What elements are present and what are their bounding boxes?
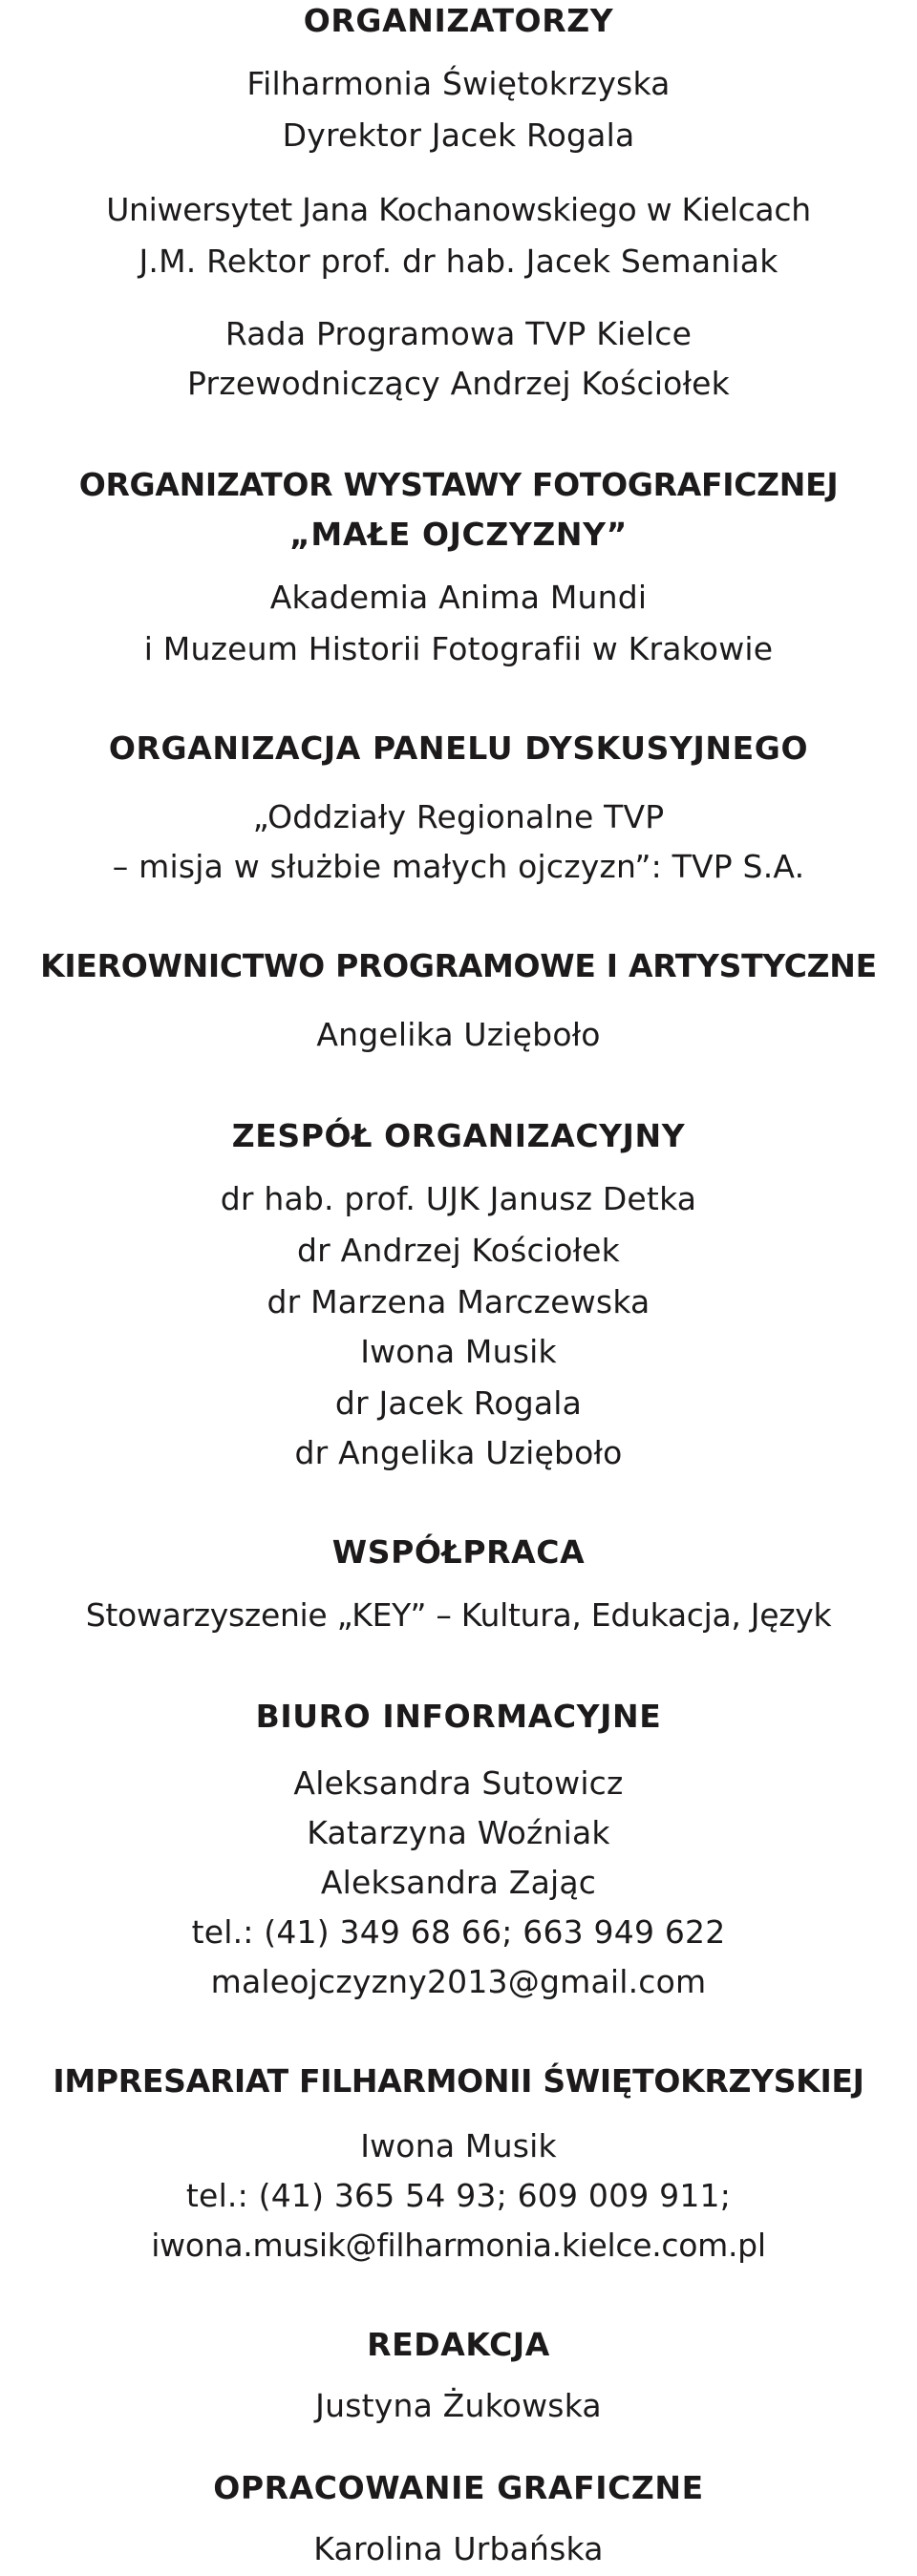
council-name: Rada Programowa TVP Kielce	[224, 315, 693, 352]
info-office-person: Aleksandra Sutowicz	[293, 1764, 624, 1802]
organizers-heading: ORGANIZATORZY	[303, 2, 614, 39]
direction-person: Angelika Uzięboło	[316, 1016, 601, 1053]
editorial-person: Justyna Żukowska	[315, 2387, 602, 2424]
team-member: dr Marzena Marczewska	[267, 1283, 650, 1320]
panel-line2: – misja w służbie małych ojczyzn”: TVP S.A.	[112, 848, 805, 885]
info-office-person: Aleksandra Zając	[320, 1864, 597, 1901]
direction-heading: KIEROWNICTWO PROGRAMOWE I ARTYSTYCZNE	[40, 947, 877, 984]
graphic-person: Karolina Urbańska	[313, 2530, 604, 2567]
university-rector: J.M. Rektor prof. dr hab. Jacek Semaniak	[139, 243, 778, 280]
impresariat-heading: IMPRESARIAT FILHARMONII ŚWIĘTOKRZYSKIEJ	[53, 2062, 864, 2100]
team-member: dr Andrzej Kościołek	[297, 1232, 620, 1269]
exhibition-title: „MAŁE OJCZYZNY”	[289, 516, 628, 553]
council-chair: Przewodniczący Andrzej Kościołek	[187, 365, 730, 402]
cooperation-line: Stowarzyszenie „KEY” – Kultura, Edukacja, Język	[85, 1596, 832, 1634]
exhibition-org-line2: i Muzeum Historii Fotografii w Krakowie	[143, 630, 774, 667]
info-office-phone: tel.: (41) 349 68 66; 663 949 622	[191, 1913, 726, 1951]
team-member: dr Jacek Rogala	[334, 1384, 583, 1422]
cooperation-heading: WSPÓŁPRACA	[331, 1533, 586, 1571]
team-member: dr Angelika Uzięboło	[294, 1434, 623, 1471]
panel-heading: ORGANIZACJA PANELU DYSKUSYJNEGO	[108, 729, 809, 767]
editorial-heading: REDAKCJA	[367, 2326, 550, 2363]
filharmonia-name: Filharmonia Świętokrzyska	[246, 65, 671, 102]
university-name: Uniwersytet Jana Kochanowskiego w Kielcach	[106, 191, 811, 228]
info-office-email: maleojczyzny2013@gmail.com	[210, 1963, 707, 2000]
impresariat-person: Iwona Musik	[360, 2127, 557, 2164]
impresariat-phone: tel.: (41) 365 54 93; 609 009 911;	[185, 2177, 732, 2214]
team-heading: ZESPÓŁ ORGANIZACYJNY	[231, 1117, 686, 1154]
team-member: Iwona Musik	[360, 1333, 557, 1370]
info-office-heading: BIURO INFORMACYJNE	[255, 1698, 662, 1735]
exhibition-org-line1: Akademia Anima Mundi	[269, 579, 648, 616]
graphic-heading: OPRACOWANIE GRAFICZNE	[213, 2469, 704, 2506]
filharmonia-director: Dyrektor Jacek Rogala	[282, 116, 635, 154]
panel-line1: „Oddziały Regionalne TVP	[252, 798, 665, 835]
info-office-person: Katarzyna Woźniak	[307, 1814, 610, 1851]
exhibition-heading: ORGANIZATOR WYSTAWY FOTOGRAFICZNEJ	[78, 466, 839, 503]
team-member: dr hab. prof. UJK Janusz Detka	[220, 1180, 697, 1217]
impresariat-email: iwona.musik@filharmonia.kielce.com.pl	[151, 2227, 766, 2264]
